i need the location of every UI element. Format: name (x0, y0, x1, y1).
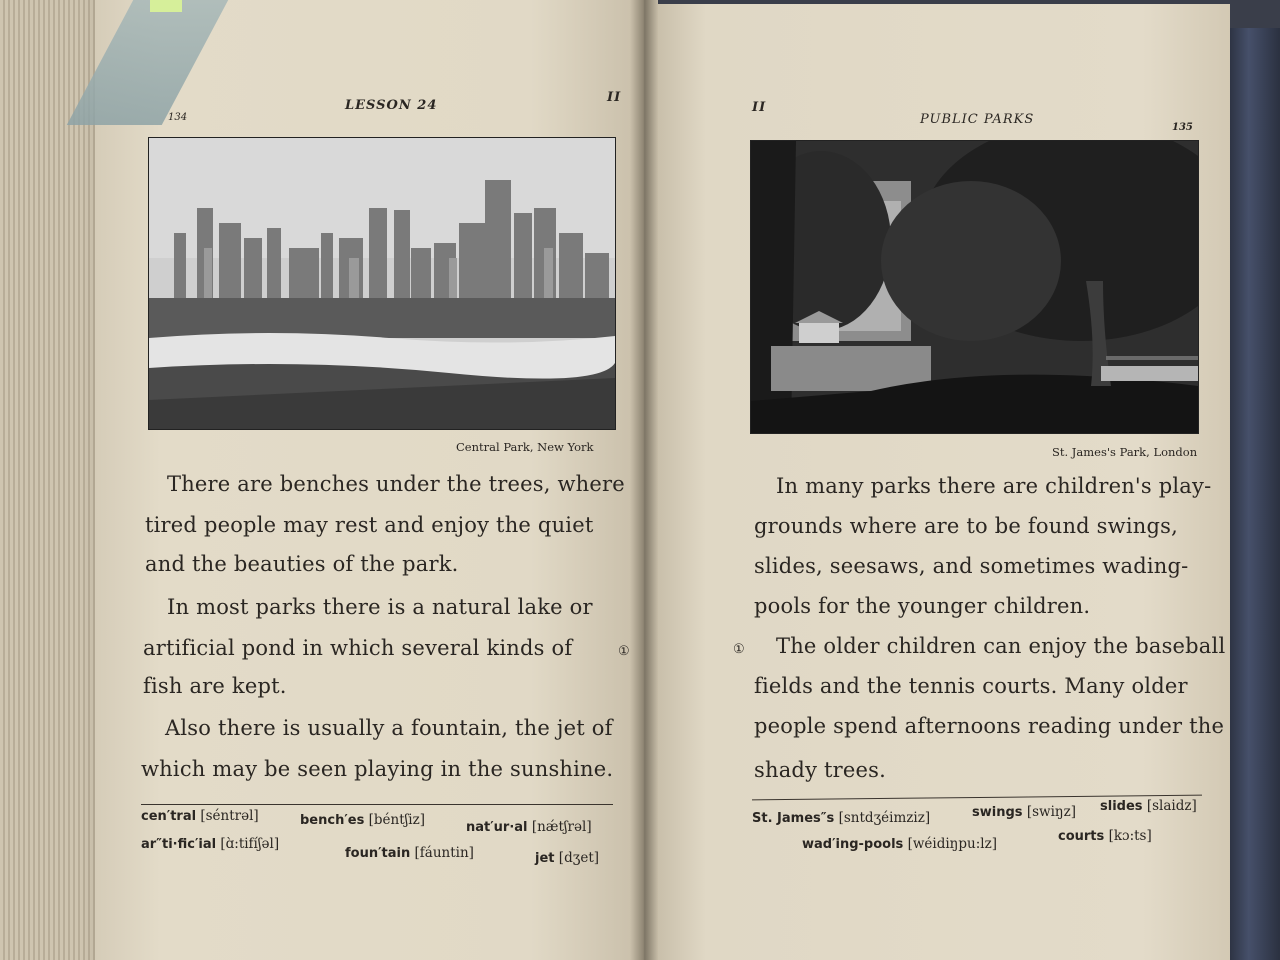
left-vocab-entry: ar″ti·fic′ial [ɑ̀:tifíʃəl] (141, 836, 280, 852)
book-cover-edge (1228, 28, 1280, 960)
left-text-line: fish are kept. (143, 674, 287, 698)
right-text-line: shady trees. (754, 758, 886, 782)
left-text-line: which may be seen playing in the sunshine. (141, 757, 614, 781)
right-page-number: 135 (1172, 122, 1193, 133)
page-edges (0, 0, 110, 960)
right-vocab-entry: wad′ing-pools [wéidiŋpu:lz] (802, 836, 997, 852)
st-james-park-photo (750, 140, 1199, 434)
right-margin-mark: ① (733, 642, 745, 657)
sticky-note (150, 0, 182, 12)
right-text-line: people spend afternoons reading under the (754, 714, 1225, 738)
right-section-mark: II (752, 100, 767, 115)
right-text-line: slides, seesaws, and sometimes wading- (754, 554, 1189, 578)
right-vocab-entry: courts [kɔ:ts] (1058, 828, 1152, 844)
right-vocab-entry: swings [swiŋz] (972, 804, 1076, 820)
right-text-line: In many parks there are children's play- (776, 474, 1212, 498)
left-vocab-entry: foun′tain [fáuntin] (345, 845, 474, 861)
left-text-line: and the beauties of the park. (145, 552, 459, 576)
left-text-line: In most parks there is a natural lake or (167, 595, 593, 619)
right-text-line: fields and the tennis courts. Many older (754, 674, 1188, 698)
left-text-line: There are benches under the trees, where (167, 472, 625, 496)
left-section-mark: II (607, 90, 622, 105)
right-text-line: pools for the younger children. (754, 594, 1091, 618)
st-james-park-caption: St. James's Park, London (1052, 445, 1198, 459)
left-vocab-divider (141, 804, 613, 805)
left-vocab-entry: bench′es [béntʃiz] (300, 812, 426, 828)
book-gutter (630, 0, 658, 960)
left-text-line: Also there is usually a fountain, the jet of (165, 716, 613, 740)
central-park-photo (148, 137, 616, 430)
left-vocab-entry: jet [dʒet] (535, 850, 600, 866)
left-text-line: artificial pond in which several kinds of (143, 636, 573, 660)
left-text-line: tired people may rest and enjoy the quiet (145, 513, 594, 537)
right-text-line: The older children can enjoy the baseball (776, 634, 1226, 658)
left-page-number: 134 (168, 112, 188, 123)
right-page-heading: PUBLIC PARKS (920, 112, 1035, 127)
left-vocab-entry: cen′tral [séntrəl] (141, 808, 259, 824)
left-margin-mark: ① (618, 644, 630, 659)
right-text-line: grounds where are to be found swings, (754, 514, 1178, 538)
right-vocab-entry: slides [slaidz] (1100, 798, 1197, 814)
left-page-heading: LESSON 24 (345, 98, 438, 113)
left-vocab-entry: nat′ur·al [nǽtʃrəl] (466, 819, 592, 835)
right-vocab-entry: St. James″s [sntdʒéimziz] (752, 810, 931, 826)
central-park-caption: Central Park, New York (456, 440, 594, 454)
